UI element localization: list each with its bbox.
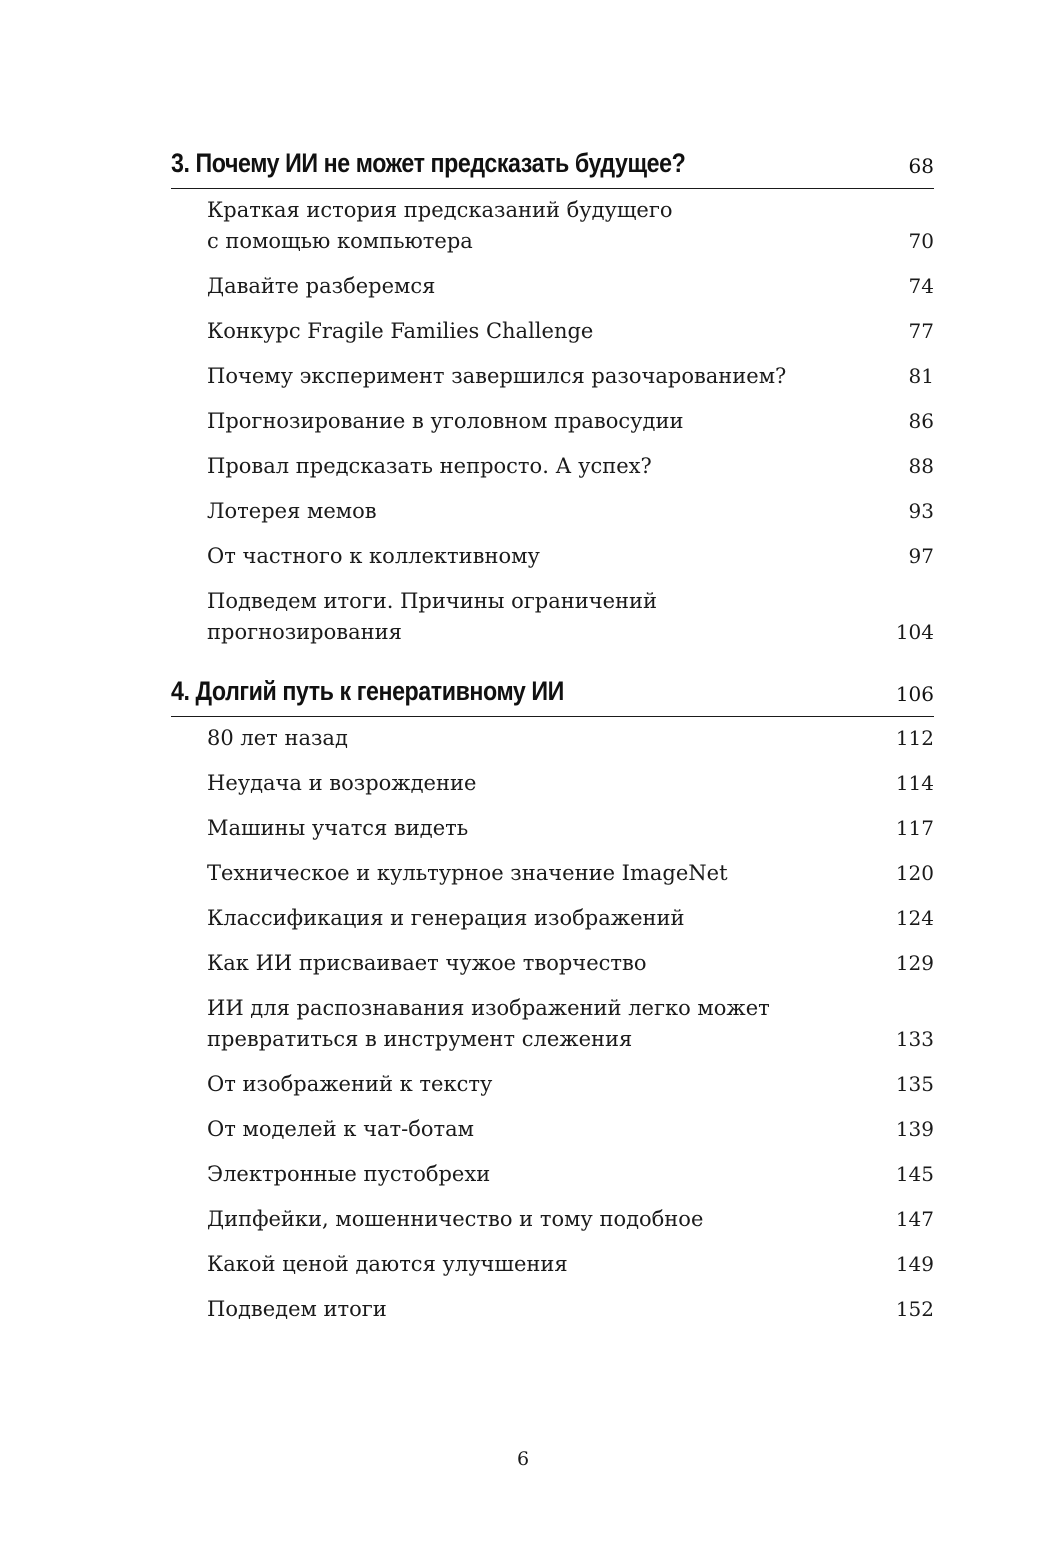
toc-entry-title: ИИ для распознавания изображений легко может превратиться в инструмент слежения <box>207 996 770 1051</box>
toc-entry <box>171 903 934 934</box>
toc-entry-page: 81 <box>908 364 934 388</box>
toc-entry <box>171 1204 934 1235</box>
toc-entry <box>171 768 934 799</box>
toc-entry-title: Почему эксперимент завершился разочарованием? <box>207 364 787 388</box>
toc-entry-page: 93 <box>908 499 934 523</box>
toc-entry <box>171 1159 934 1190</box>
toc-entry <box>171 541 934 572</box>
toc-entry <box>171 496 934 527</box>
toc-entry <box>171 1249 934 1280</box>
toc-entry-page: 70 <box>908 229 934 253</box>
toc-entry <box>171 993 934 1055</box>
toc-entry-page: 129 <box>895 951 934 975</box>
chapter-page-number: 106 <box>895 682 934 706</box>
toc-entry <box>171 858 934 889</box>
toc-entry <box>171 451 934 482</box>
toc-entry <box>171 1114 934 1145</box>
toc-entry-page: 139 <box>895 1117 934 1141</box>
toc-entry <box>171 813 934 844</box>
toc-entries <box>171 723 934 1325</box>
toc-entry <box>171 1294 934 1325</box>
toc-entry <box>171 1069 934 1100</box>
toc-entry-page: 120 <box>895 861 934 885</box>
toc-entry-title: Краткая история предсказаний будущего с помощью компьютера <box>207 198 673 253</box>
toc-entry-title: Как ИИ присваивает чужое творчество <box>207 951 647 975</box>
toc-entry-page: 133 <box>895 1027 934 1051</box>
toc-entry-title: Подведем итоги <box>207 1297 387 1321</box>
toc-entry-title: Прогнозирование в уголовном правосудии <box>207 409 684 433</box>
toc-entry-page: 74 <box>908 274 934 298</box>
chapter-title: 3. Почему ИИ не может предсказать будущее? <box>171 148 686 178</box>
toc-entry-page: 149 <box>895 1252 934 1276</box>
toc-entry-page: 152 <box>895 1297 934 1321</box>
toc-entry-page: 135 <box>895 1072 934 1096</box>
chapter-page-number: 68 <box>908 154 934 178</box>
toc-entry <box>171 195 934 257</box>
toc-entry-page: 147 <box>895 1207 934 1231</box>
toc-entry <box>171 406 934 437</box>
toc-entry-title: Лотерея мемов <box>207 499 377 523</box>
chapter-header <box>171 148 934 189</box>
chapter-3 <box>171 148 934 648</box>
toc-entry-title: Подведем итоги. Причины ограничений прогнозирования <box>207 589 658 644</box>
toc-entry <box>171 948 934 979</box>
chapter-title: 4. Долгий путь к генеративному ИИ <box>171 676 564 706</box>
toc-entry-page: 145 <box>895 1162 934 1186</box>
chapter-4 <box>171 676 934 1325</box>
toc-entry-page: 124 <box>895 906 934 930</box>
toc-entry-title: Конкурс Fragile Families Challenge <box>207 319 594 343</box>
toc-entry-title: Классификация и генерация изображений <box>207 906 685 930</box>
toc-entry-title: Провал предсказать непросто. А успех? <box>207 454 652 478</box>
toc-entry-title: Неудача и возрождение <box>207 771 477 795</box>
toc-entry-page: 114 <box>895 771 934 795</box>
toc-entry-title: Какой ценой даются улучшения <box>207 1252 568 1276</box>
toc-entry-title: Дипфейки, мошенничество и тому подобное <box>207 1207 704 1231</box>
toc-entry <box>171 271 934 302</box>
toc-entry-title: Машины учатся видеть <box>207 816 469 840</box>
toc-entry-title: 80 лет назад <box>207 726 348 750</box>
toc-entry-title: Давайте разберемся <box>207 274 436 298</box>
toc-entry-page: 112 <box>895 726 934 750</box>
chapter-header <box>171 676 934 717</box>
toc-entry-title: Электронные пустобрехи <box>207 1162 491 1186</box>
toc-entry-page: 117 <box>895 816 934 840</box>
toc-entry-page: 86 <box>908 409 934 433</box>
toc-entry <box>171 586 934 648</box>
toc-entry-title: Техническое и культурное значение ImageNet <box>207 861 728 885</box>
page-number: 6 <box>516 1448 530 1470</box>
toc-entry-title: От изображений к тексту <box>207 1072 493 1096</box>
toc-entry-title: От частного к коллективному <box>207 544 540 568</box>
toc-entries <box>171 195 934 648</box>
toc-entry-title: От моделей к чат-ботам <box>207 1117 474 1141</box>
toc-entry <box>171 723 934 754</box>
toc-entry-page: 104 <box>895 620 934 644</box>
toc-entry <box>171 316 934 347</box>
toc-entry-page: 77 <box>908 319 934 343</box>
toc-entry <box>171 361 934 392</box>
toc-entry-page: 97 <box>908 544 934 568</box>
toc-entry-page: 88 <box>908 454 934 478</box>
